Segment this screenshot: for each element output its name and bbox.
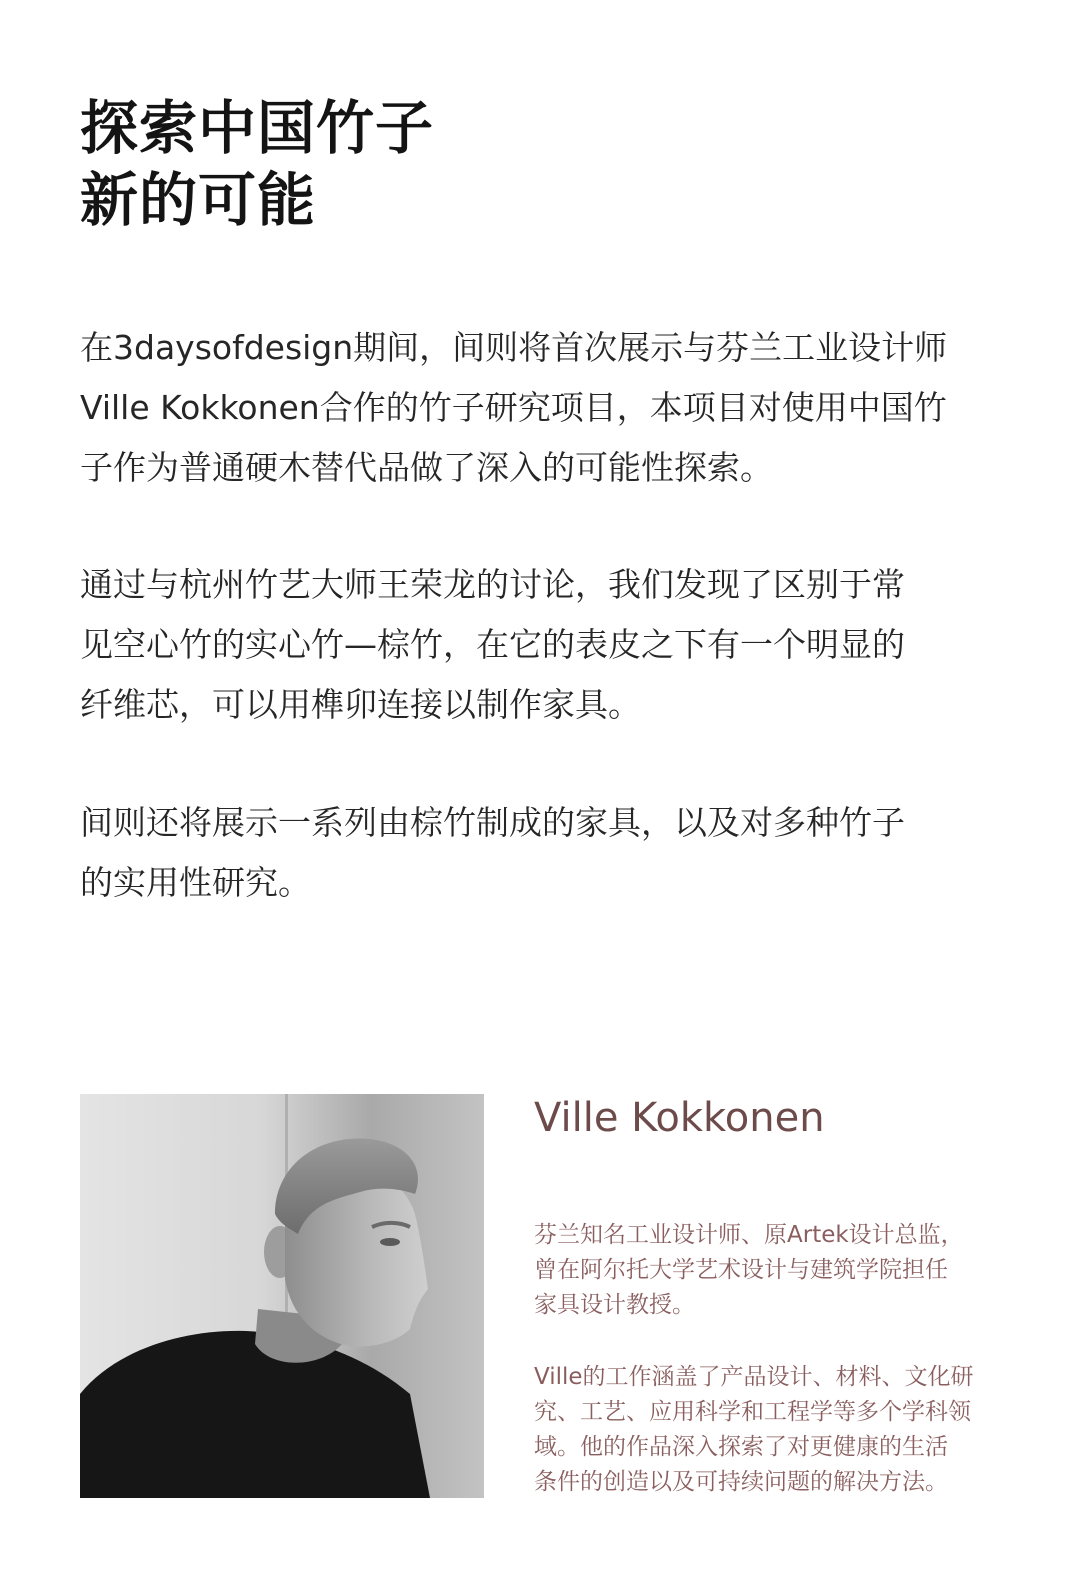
- exhibition-paragraph: [80, 793, 1000, 913]
- bio-line: Ville的工作涵盖了产品设计、材料、文化研: [534, 1364, 974, 1390]
- text-line: 见空心竹的实心竹—棕竹，在它的表皮之下有一个明显的: [80, 625, 905, 664]
- bio-paragraph-2: [534, 1360, 1004, 1500]
- designer-name: Ville Kokkonen: [534, 1095, 825, 1141]
- text-line: 间则还将展示一系列由棕竹制成的家具，以及对多种竹子: [80, 803, 905, 842]
- text-line: 的实用性研究。: [80, 863, 311, 902]
- title-line-1: 探索中国竹子: [80, 94, 435, 162]
- text-line: 纤维芯，可以用榫卯连接以制作家具。: [80, 685, 641, 724]
- bio-line: 究、工艺、应用科学和工程学等多个学科领: [534, 1399, 971, 1425]
- title-line-2: 新的可能: [80, 166, 317, 234]
- text-line: 在3daysofdesign期间，间则将首次展示与芬兰工业设计师: [80, 328, 948, 367]
- bio-line: 域。他的作品深入探索了对更健康的生活: [534, 1434, 948, 1460]
- intro-paragraph: [80, 318, 1000, 498]
- text-line: 子作为普通硬木替代品做了深入的可能性探索。: [80, 448, 773, 487]
- bio-line: 条件的创造以及可持续问题的解决方法。: [534, 1469, 948, 1495]
- text-line: Ville Kokkonen合作的竹子研究项目，本项目对使用中国竹: [80, 388, 947, 427]
- designer-portrait-photo: [80, 1094, 484, 1498]
- discovery-paragraph: [80, 555, 1000, 735]
- page-title: [80, 92, 1000, 236]
- text-line: 通过与杭州竹艺大师王荣龙的讨论，我们发现了区别于常: [80, 565, 905, 604]
- bio-line: 家具设计教授。: [534, 1292, 695, 1318]
- bio-line: 芬兰知名工业设计师、原Artek设计总监，: [534, 1222, 964, 1248]
- bio-paragraph-1: [534, 1218, 1004, 1323]
- bio-line: 曾在阿尔托大学艺术设计与建筑学院担任: [534, 1257, 948, 1283]
